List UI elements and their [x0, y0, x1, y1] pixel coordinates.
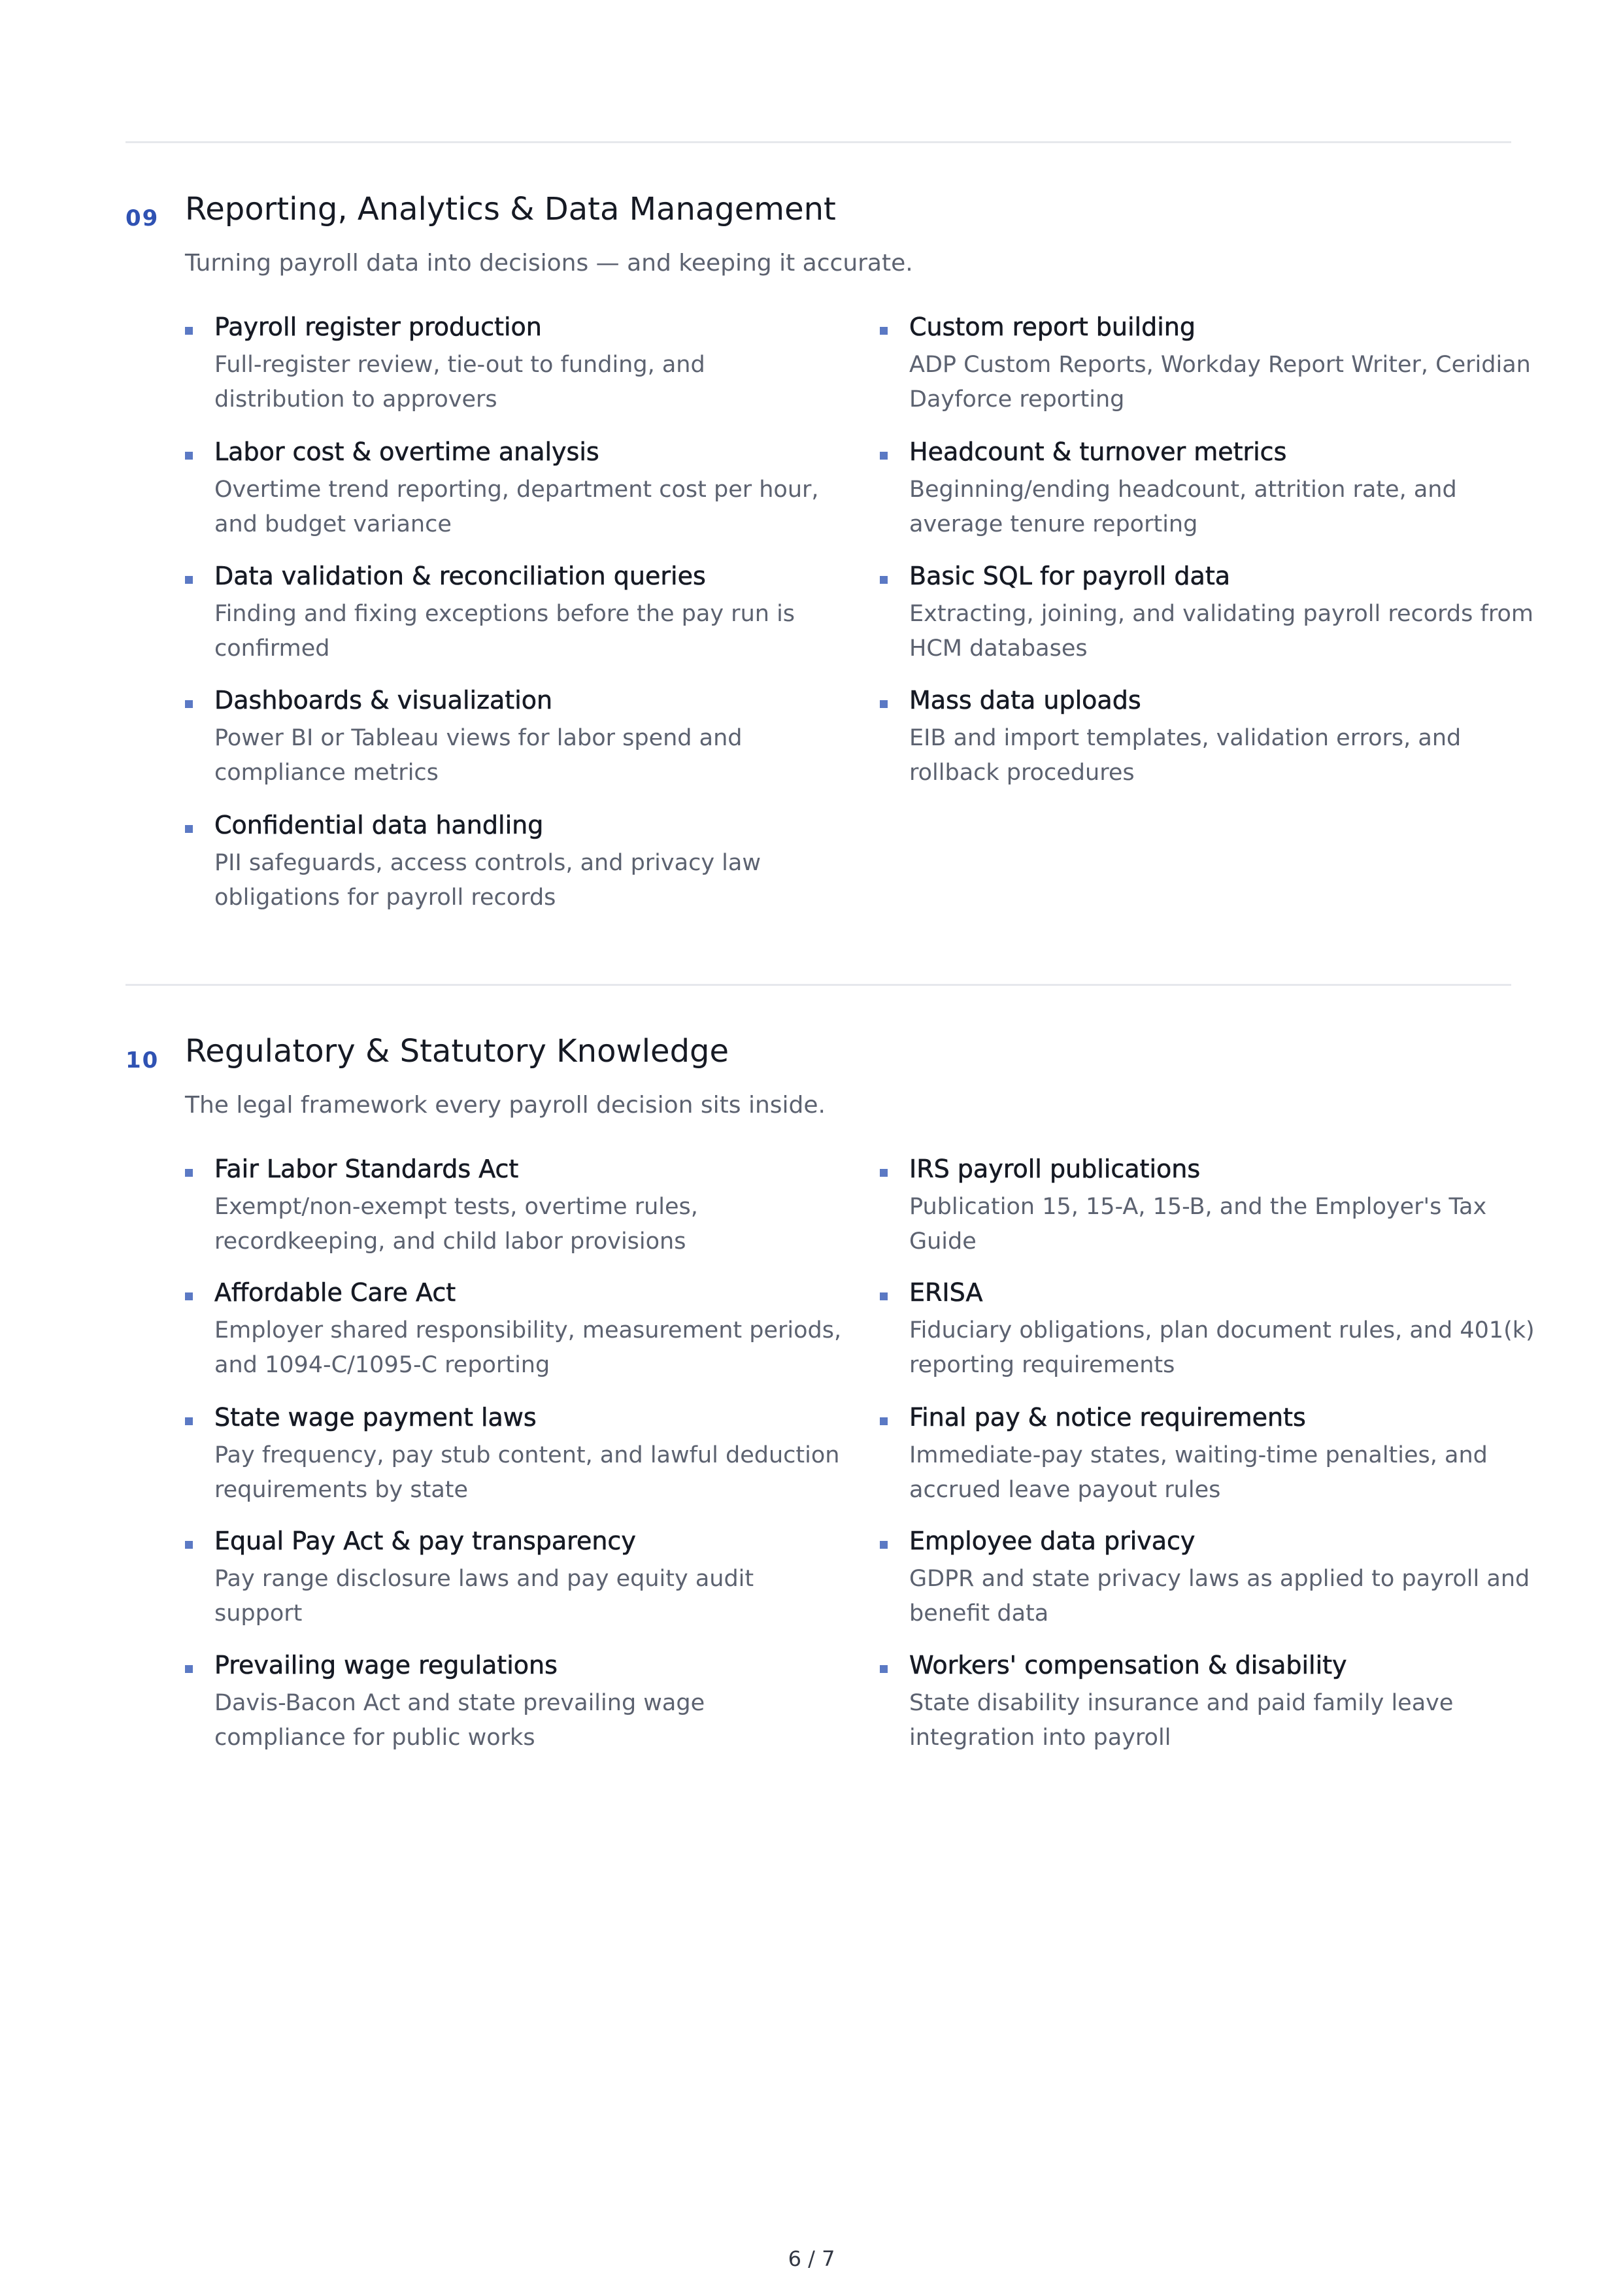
- item-description: Immediate-pay states, waiting-time penalties, and accrued leave payout rules: [909, 1442, 1488, 1503]
- item-title: Basic SQL for payroll data: [909, 562, 1231, 590]
- section-reporting: [125, 191, 1533, 930]
- item-description: Finding and fixing exceptions before the pay run is confirmed: [214, 601, 795, 662]
- section-divider: [125, 984, 1511, 986]
- section-number: 10: [125, 1047, 159, 1073]
- item-description: State disability insurance and paid family leave integration into payroll: [909, 1690, 1454, 1751]
- bullet-icon: [880, 576, 888, 584]
- item-title: IRS payroll publications: [909, 1155, 1201, 1183]
- item-title: Mass data uploads: [909, 686, 1141, 715]
- item-description: Full-register review, tie-out to funding, and distribution to approvers: [214, 352, 705, 413]
- section-number: 09: [125, 205, 159, 231]
- section-title: Reporting, Analytics & Data Management: [185, 191, 836, 228]
- item-description: ADP Custom Reports, Workday Report Writer, Ceridian Dayforce reporting: [909, 352, 1531, 413]
- item-title: Data validation & reconciliation queries: [214, 562, 706, 590]
- item-title: Dashboards & visualization: [214, 686, 553, 715]
- bullet-icon: [185, 1292, 193, 1300]
- bullet-icon: [880, 452, 888, 460]
- item-title: Payroll register production: [214, 312, 542, 341]
- bullet-icon: [185, 1417, 193, 1425]
- item-description: Pay frequency, pay stub content, and lawful deduction requirements by state: [214, 1442, 840, 1503]
- bullet-icon: [185, 700, 193, 708]
- item-description: Publication 15, 15-A, 15-B, and the Employer's Tax Guide: [909, 1194, 1487, 1255]
- bullet-icon: [880, 1541, 888, 1549]
- section-subtitle: Turning payroll data into decisions — and keeping it accurate.: [185, 250, 913, 277]
- item-title: Confidential data handling: [214, 811, 544, 839]
- item-description: Pay range disclosure laws and pay equity audit support: [214, 1566, 754, 1627]
- item-title: Fair Labor Standards Act: [214, 1155, 519, 1183]
- bullet-icon: [880, 1292, 888, 1300]
- item-title: Employee data privacy: [909, 1527, 1196, 1555]
- bullet-icon: [185, 1665, 193, 1673]
- bullet-icon: [185, 327, 193, 335]
- bullet-icon: [880, 700, 888, 708]
- item-description: PII safeguards, access controls, and privacy law obligations for payroll records: [214, 850, 761, 911]
- item-description: GDPR and state privacy laws as applied to payroll and benefit data: [909, 1566, 1530, 1627]
- bullet-icon: [880, 327, 888, 335]
- bullet-icon: [880, 1169, 888, 1177]
- bullet-icon: [185, 1169, 193, 1177]
- bullet-icon: [185, 825, 193, 833]
- bullet-icon: [880, 1417, 888, 1425]
- section-regulatory: [125, 1033, 1535, 1785]
- item-title: Final pay & notice requirements: [909, 1403, 1306, 1432]
- item-title: Workers' compensation & disability: [909, 1651, 1347, 1680]
- item-title: Headcount & turnover metrics: [909, 437, 1287, 466]
- item-title: Labor cost & overtime analysis: [214, 437, 599, 466]
- item-description: Beginning/ending headcount, attrition rate, and average tenure reporting: [909, 477, 1457, 537]
- item-description: Extracting, joining, and validating payroll records from HCM databases: [909, 601, 1533, 662]
- section-divider: [125, 141, 1511, 143]
- item-title: Affordable Care Act: [214, 1278, 456, 1307]
- bullet-icon: [185, 452, 193, 460]
- bullet-icon: [185, 576, 193, 584]
- section-subtitle: The legal framework every payroll decision sits inside.: [185, 1092, 826, 1119]
- section-title: Regulatory & Statutory Knowledge: [185, 1033, 729, 1070]
- page-number: 6 / 7: [788, 2246, 835, 2271]
- bullet-icon: [880, 1665, 888, 1673]
- item-description: Fiduciary obligations, plan document rules, and 401(k) reporting requirements: [909, 1317, 1535, 1378]
- item-title: State wage payment laws: [214, 1403, 537, 1432]
- item-description: Exempt/non-exempt tests, overtime rules, recordkeeping, and child labor provisions: [214, 1194, 698, 1255]
- item-description: Employer shared responsibility, measurement periods, and 1094-C/1095-C reporting: [214, 1317, 842, 1378]
- item-description: Power BI or Tableau views for labor spend and compliance metrics: [214, 725, 743, 786]
- item-description: Davis-Bacon Act and state prevailing wage compliance for public works: [214, 1690, 705, 1751]
- item-title: Custom report building: [909, 312, 1196, 341]
- item-title: ERISA: [909, 1278, 983, 1307]
- item-title: Equal Pay Act & pay transparency: [214, 1527, 636, 1555]
- item-title: Prevailing wage regulations: [214, 1651, 558, 1680]
- item-description: Overtime trend reporting, department cost per hour, and budget variance: [214, 477, 819, 537]
- item-description: EIB and import templates, validation errors, and rollback procedures: [909, 725, 1462, 786]
- bullet-icon: [185, 1541, 193, 1549]
